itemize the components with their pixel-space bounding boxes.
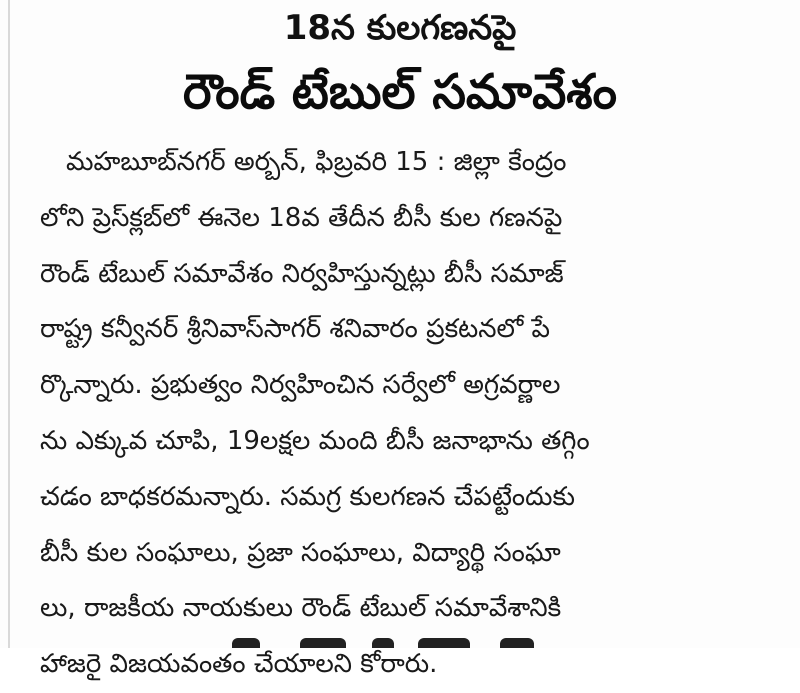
body-line: రాష్ట్ర కన్వీనర్ శ్రీనివాస్‌సాగర్ శనివారం ప్రకటనలో పే bbox=[40, 314, 550, 345]
body-line: మహబూబ్‌నగర్ అర్బన్, ఫిబ్రవరి 15 : జిల్లా కేంద్రం bbox=[66, 147, 567, 177]
body-line: బీసీ కుల సంఘాలు, ప్రజా సంఘాలు, విద్యార్థి సంఘా bbox=[40, 537, 561, 568]
body-line: ర్కొన్నారు. ప్రభుత్వం నిర్వహించిన సర్వేలో అగ్రవర్ణాల bbox=[40, 370, 561, 401]
body-line: హాజరై విజయవంతం చేయాలని కోరారు. bbox=[40, 649, 438, 680]
body-line: చడం బాధకరమన్నారు. సమగ్ర కులగణన చేపట్టేందుకు bbox=[40, 481, 576, 512]
article-body bbox=[40, 135, 780, 693]
body-line: లోని ప్రెస్‌క్లబ్‌లో ఈనెల 18వ తేదీన బీసీ కుల గణనపై bbox=[40, 202, 563, 233]
next-article-edge bbox=[0, 636, 800, 648]
body-line: రౌండ్ టేబుల్ సమావేశం నిర్వహిస్తున్నట్లు బీసీ సమాజ్ bbox=[40, 258, 564, 289]
body-line: ను ఎక్కువ చూపి, 19లక్షల మంది బీసీ జనాభాను తగ్గిం bbox=[40, 425, 590, 456]
article-headline: రౌండ్ టేబుల్ సమావేశం bbox=[183, 64, 617, 120]
article-subhead: 18న కులగణనపై bbox=[283, 8, 517, 48]
body-line: లు, రాజకీయ నాయకులు రౌండ్ టేబుల్ సమావేశానికి bbox=[40, 593, 562, 624]
